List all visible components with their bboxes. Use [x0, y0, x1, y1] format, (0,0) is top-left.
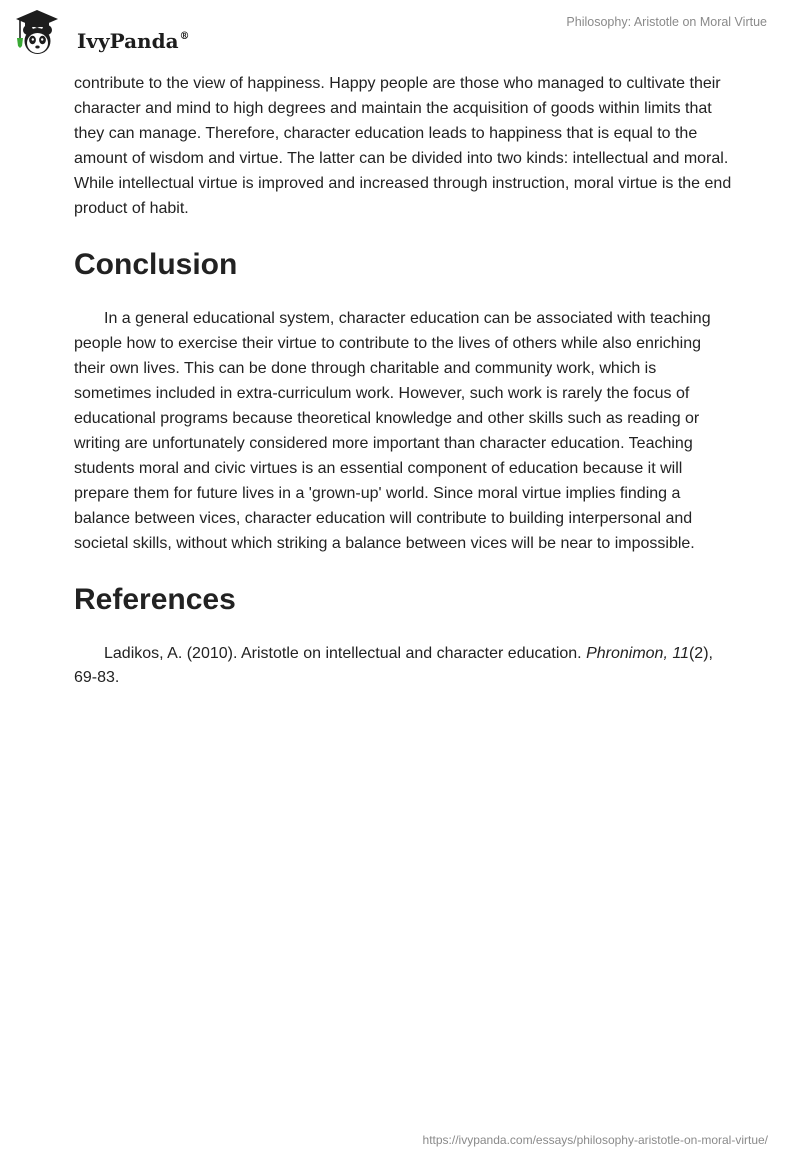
reference-citation: Ladikos, A. (2010). Aristotle on intellectual and character education.	[104, 644, 587, 662]
document-body	[74, 72, 734, 691]
continuation-paragraph: contribute to the view of happiness. Happy people are those who managed to cultivate their character and mind to high degrees and maintain the acquisition of goods within limits that they can manage. Therefore, character education leads to happiness that is equal to the amount of wisdom and virtue. The latter can be divided into two kinds: intellectual and moral. While intellectual virtue is improved and increased through instruction, moral virtue is the end product of habit.	[74, 75, 732, 217]
reference-volume: 11	[672, 644, 689, 662]
references-heading: References	[74, 582, 236, 616]
reference-entry	[74, 642, 734, 692]
running-title: Philosophy: Aristotle on Moral Virtue	[566, 15, 767, 29]
registered-mark: ®	[179, 31, 190, 42]
reference-issue-pages: (2), 69-83.	[74, 644, 713, 687]
brand-name: IvyPanda®	[77, 29, 190, 53]
conclusion-heading: Conclusion	[74, 248, 238, 282]
panda-graduation-cap-icon	[14, 8, 60, 56]
reference-journal: Phronimon,	[586, 644, 668, 662]
conclusion-paragraph: In a general educational system, character education can be associated with teaching people how to exercise their virtue to contribute to the lives of others while also enriching their own lives. This can be done through charitable and community work, which is sometimes included in extra-curriculum work. However, such work is rarely the focus of educational programs because theoretical knowledge and other skills such as reading or writing are unfortunately considered more important than character education. Teaching students moral and civic virtues is an essential component of education because it will prepare them for future lives in a 'grown-up' world. Since moral virtue implies finding a balance between vices, character education will contribute to building interpersonal and societal skills, without which striking a balance between vices will be near to impossible.	[74, 310, 711, 552]
source-url-link[interactable]: https://ivypanda.com/essays/philosophy-aristotle-on-moral-virtue/	[422, 1133, 768, 1147]
